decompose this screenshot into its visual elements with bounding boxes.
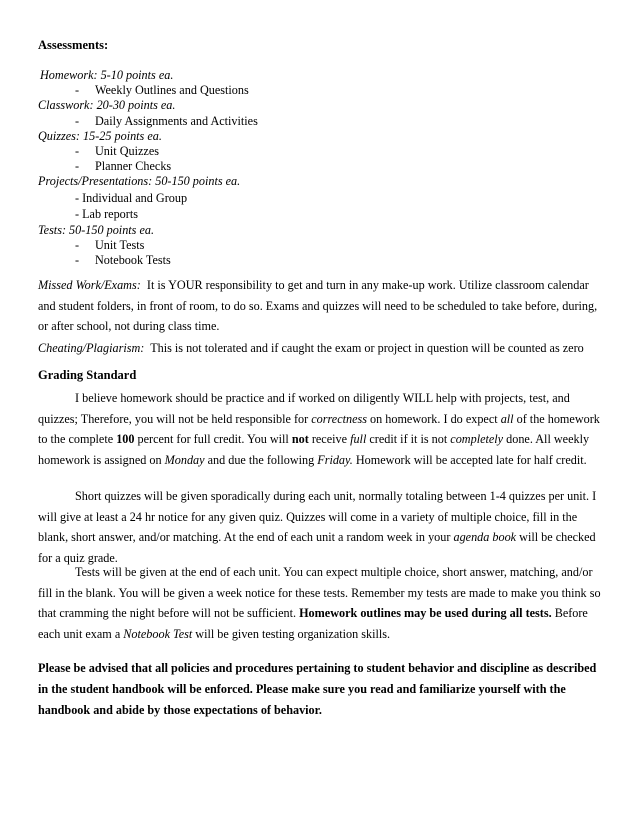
tests-item: - Unit Tests bbox=[75, 238, 145, 252]
quizzes-label: Quizzes: 15-25 points ea. bbox=[38, 129, 162, 143]
classwork-item: - Daily Assignments and Activities bbox=[75, 114, 258, 128]
classwork-label: Classwork: 20-30 points ea. bbox=[38, 98, 176, 112]
projects-label: Projects/Presentations: 50-150 points ea. bbox=[38, 174, 241, 188]
grading-standard-heading: Grading Standard bbox=[38, 368, 137, 382]
assessments-heading: Assessments: bbox=[38, 38, 109, 52]
tests-item: - Notebook Tests bbox=[75, 253, 171, 267]
missed-work-paragraph: Missed Work/Exams: It is YOUR responsibility to get and turn in any make-up work. Utilize classroom calendar and student folders, in front of room, to do so. Exams and quizzes will need to be scheduled to take before, during, or after school, not during class time. bbox=[38, 278, 598, 333]
grading-paragraph-quizzes: Short quizzes will be given sporadically during each unit, normally totaling between 1-4 quizzes per unit. I will give at least a 24 hr notice for any given quiz. Quizzes will come in a variety of multiple choice, fill in the blank, short answer, and/or matching. At the end of each unit a random week in your agenda book will be checked for a quiz grade. bbox=[38, 489, 597, 565]
behavior-policy-notice: Please be advised that all policies and procedures pertaining to student behavior and discipline as described in the student handbook will be enforced. Please make sure you read and familiarize yourself with the handbook and abide by those expectations of behavior. bbox=[38, 661, 597, 717]
tests-label: Tests: 50-150 points ea. bbox=[38, 223, 155, 237]
quizzes-item: - Planner Checks bbox=[75, 159, 172, 173]
homework-item: - Weekly Outlines and Questions bbox=[75, 83, 249, 97]
projects-item: - Lab reports bbox=[75, 207, 138, 221]
projects-item: - Individual and Group bbox=[75, 191, 188, 205]
homework-label: Homework: 5-10 points ea. bbox=[40, 68, 174, 82]
grading-paragraph-homework: I believe homework should be practice and if worked on diligently WILL help with projects, test, and quizzes; Therefore, you will not be held responsible for correctness on homework. I do expect all of the homework to the complete 100 percent for full credit. You will not receive full credit if it is not completely done. All weekly homework is assigned on Monday and due the following Friday. Homework will be accepted late for half credit. bbox=[38, 391, 600, 467]
cheating-paragraph: Cheating/Plagiarism: This is not tolerated and if caught the exam or project in question will be counted as zero bbox=[38, 341, 584, 355]
grading-paragraph-tests: Tests will be given at the end of each unit. You can expect multiple choice, short answer, matching, and/or fill in the blank. You will be given a week notice for these tests. Remember my tests are made to make you think so that cramming the night before will not be sufficient. Homework outlines may be used during all tests. Before each unit exam a Notebook Test will be given testing organization skills. bbox=[38, 565, 601, 641]
quizzes-item: - Unit Quizzes bbox=[75, 144, 159, 158]
